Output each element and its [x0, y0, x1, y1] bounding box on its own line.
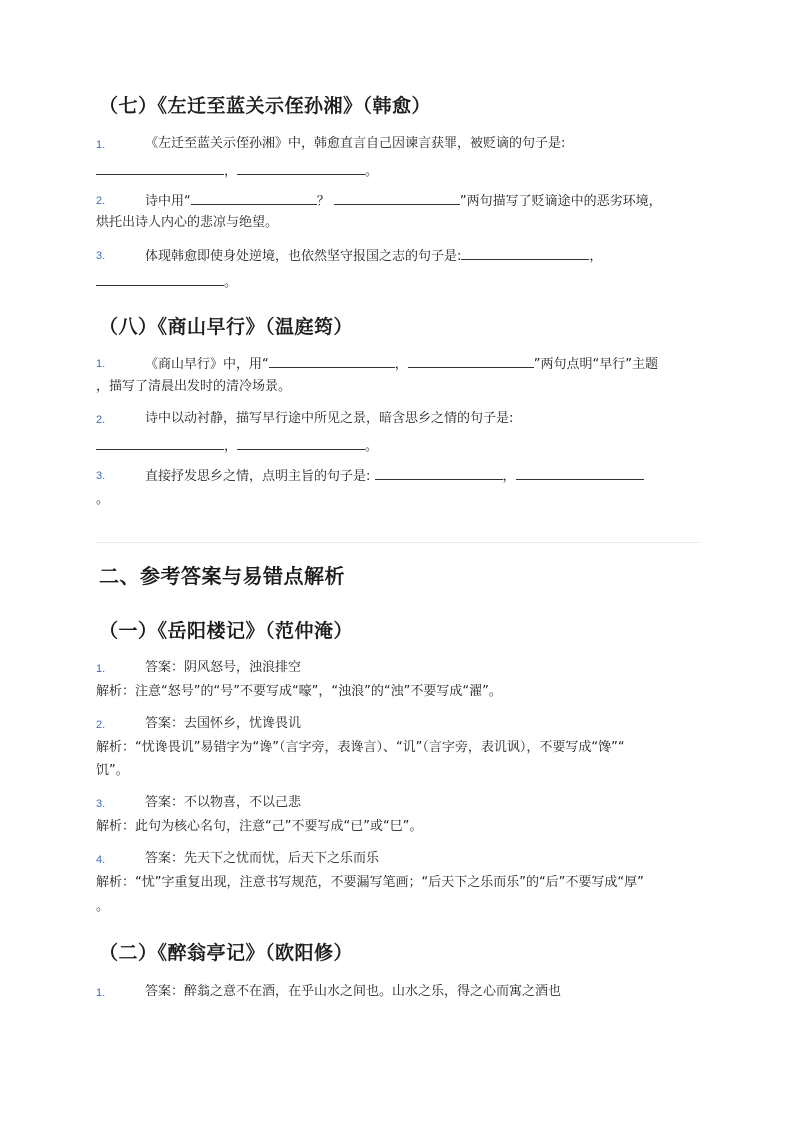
answer-blank[interactable]	[375, 466, 503, 480]
q8-1-number: 1.	[96, 358, 106, 370]
answer-blank[interactable]	[408, 354, 534, 368]
a1-4-number: 4.	[96, 854, 106, 866]
q8-3-text: 直接抒发思乡之情，点明主旨的句子是: ，	[145, 466, 644, 486]
q8-1-text: 《商山早行》中，用“ ， ”两句点明“早行”主题	[145, 354, 658, 374]
q7-3-text: 体现韩愈即使身处逆境，也依然坚守报国之志的句子是: ，	[145, 246, 602, 266]
a1-4-analysis: 解析：“忧”字重复出现，注意书写规范，不要漏写笔画；“后天下之乐而乐”的“后”不要写成“厚”	[96, 875, 644, 890]
a1-4-answer: 答案：先天下之忧而忧，后天下之乐而乐	[145, 851, 380, 866]
section-divider	[96, 542, 700, 543]
q8-3-number: 3.	[96, 470, 106, 482]
a1-1-analysis: 解析：注意“怒号”的“号”不要写成“嚎”，“浊浪”的“浊”不要写成“濯”。	[96, 684, 502, 699]
answer-blank[interactable]	[269, 354, 395, 368]
q7-3-number: 3.	[96, 250, 106, 262]
q7-2-text: 诗中用“ ？ ”两句描写了贬谪途中的恶劣环境，	[145, 191, 662, 211]
a1-4-continuation: 。	[96, 899, 110, 914]
answer-section-2-title: （二）《醉翁亭记》（欧阳修）	[99, 942, 354, 964]
answer-blank[interactable]	[191, 191, 317, 205]
q7-2-continuation: 烘托出诗人内心的悲凉与绝望。	[96, 215, 279, 230]
a1-3-answer: 答案：不以物喜，不以己悲	[145, 795, 302, 810]
answer-blank[interactable]	[237, 161, 365, 175]
a2-1-answer: 答案：醉翁之意不在酒，在乎山水之间也。山水之乐，得之心而寓之酒也	[145, 984, 562, 999]
answer-blank[interactable]	[237, 436, 365, 450]
q8-1-continuation: ，描写了清晨出发时的清冷场景。	[96, 379, 292, 394]
q7-1-number: 1.	[96, 139, 106, 151]
answer-blank[interactable]	[96, 161, 224, 175]
a1-2-continuation: 饥”。	[96, 763, 129, 778]
answer-section-1-title: （一）《岳阳楼记》（范仲淹）	[99, 620, 354, 642]
q7-1-text: 《左迁至蓝关示侄孙湘》中，韩愈直言自己因谏言获罪，被贬谪的句子是:	[145, 136, 566, 151]
answer-blank[interactable]	[96, 436, 224, 450]
answer-blank[interactable]	[516, 466, 644, 480]
a2-1-number: 1.	[96, 987, 106, 999]
a1-2-number: 2.	[96, 719, 106, 731]
a1-1-number: 1.	[96, 663, 106, 675]
q7-2-number: 2.	[96, 195, 106, 207]
q8-2-blanks: ， 。	[96, 436, 378, 456]
part-2-title: 二、参考答案与易错点解析	[99, 564, 345, 588]
answer-blank[interactable]	[96, 272, 224, 286]
a1-3-number: 3.	[96, 798, 106, 810]
a1-2-answer: 答案：去国怀乡，忧谗畏讥	[145, 716, 302, 731]
answer-blank[interactable]	[461, 246, 589, 260]
q7-3-blanks: 。	[96, 272, 237, 292]
q8-3-end: 。	[96, 492, 110, 507]
section-8-title: （八）《商山早行》（温庭筠）	[99, 316, 354, 338]
q8-2-text: 诗中以动衬静，描写早行途中所见之景，暗含思乡之情的句子是:	[145, 411, 514, 426]
a1-2-analysis: 解析：“忧谗畏讥”易错字为“谗”（言字旁，表谗言）、“讥”（言字旁，表讥讽），不要写成“馋”“	[96, 740, 625, 755]
q8-2-number: 2.	[96, 414, 106, 426]
a1-3-analysis: 解析：此句为核心名句，注意“己”不要写成“已”或“巳”。	[96, 819, 423, 834]
q7-1-blanks: ， 。	[96, 161, 378, 181]
section-7-title: （七）《左迁至蓝关示侄孙湘》（韩愈）	[99, 95, 432, 117]
a1-1-answer: 答案：阴风怒号，浊浪排空	[145, 660, 302, 675]
answer-blank[interactable]	[334, 191, 460, 205]
